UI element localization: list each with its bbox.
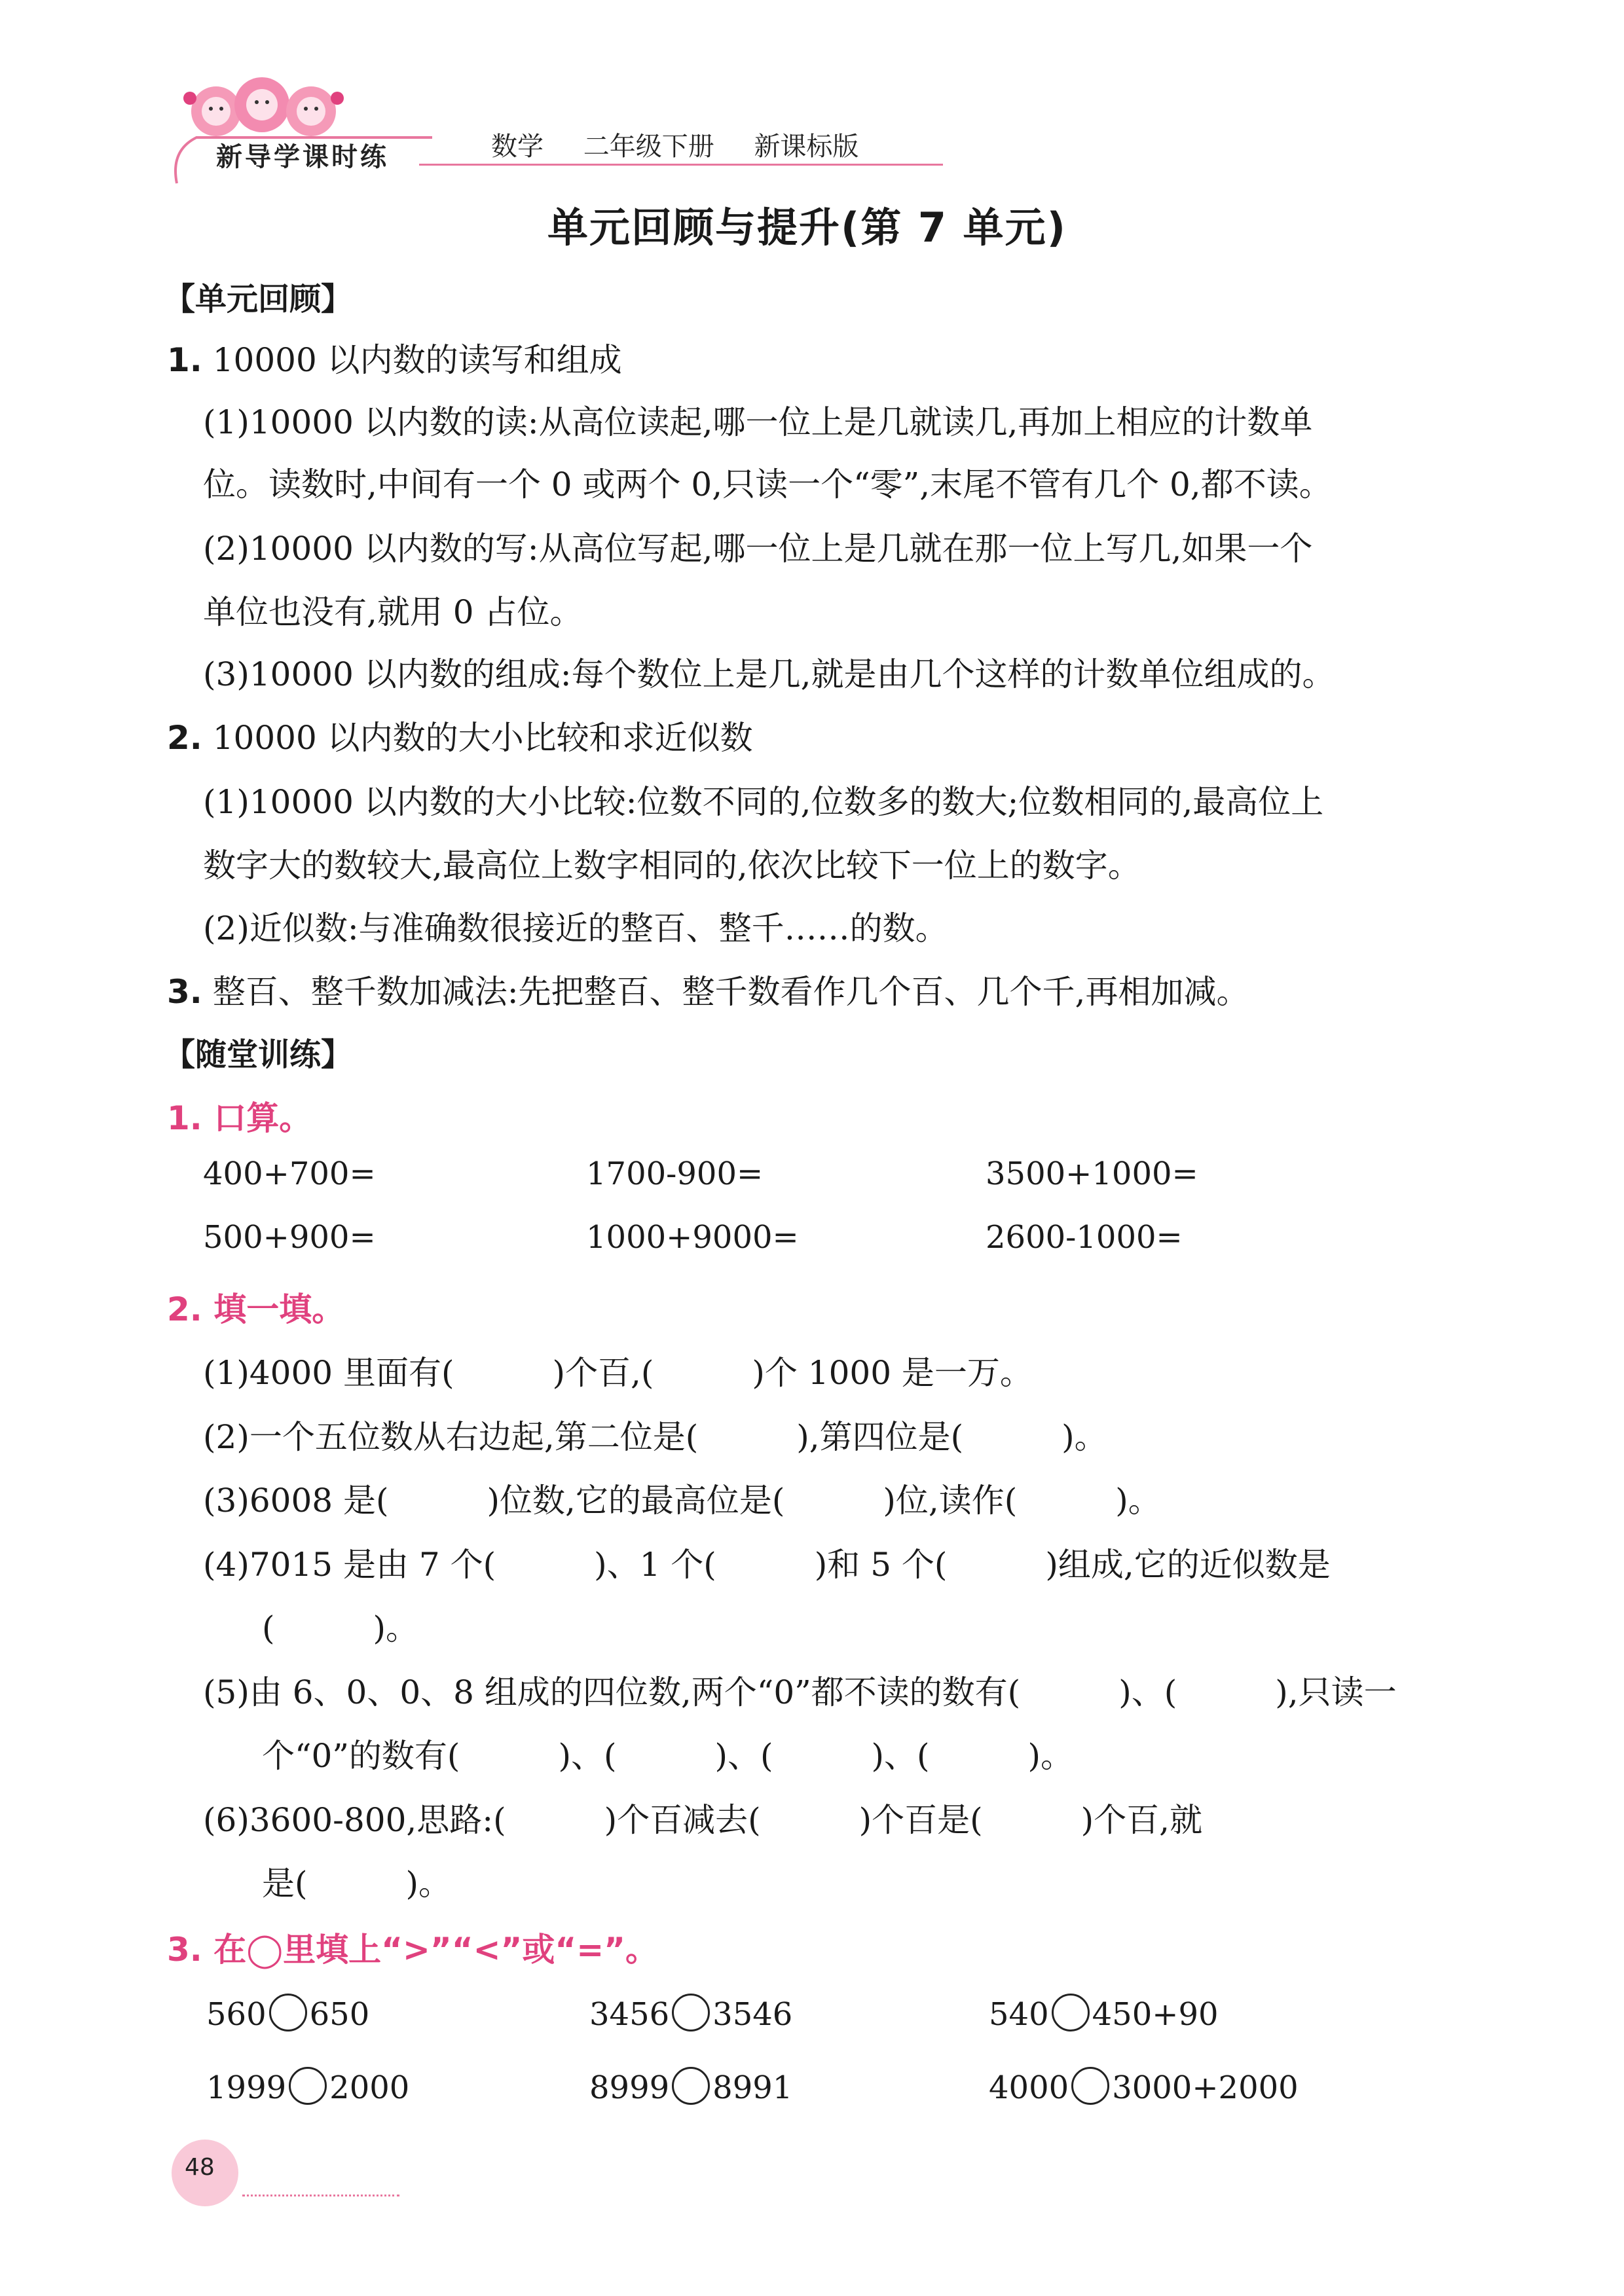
review-item-2-line: (1)10000 以内数的大小比较:位数不同的,位数多的数大;位数相同的,最高位上 [203,783,1324,821]
q2-title: 2. 填一填。 [167,1290,345,1328]
compare-item: 3456 3546 [589,1994,792,2033]
review-item-1-line: (3)10000 以内数的组成:每个数位上是几,就是由几个这样的计数单位组成的。 [203,655,1335,693]
calc-item: 1700-900= [586,1156,764,1192]
q2-line: (1)4000 里面有( )个百,( )个 1000 是一万。 [203,1354,1033,1392]
header-meta [491,126,890,163]
q2-line: 个“0”的数有( )、( )、( )、( )。 [262,1737,1073,1775]
q2-line: 是( )。 [262,1865,452,1903]
review-item-3-title: 整百、整千数加减法:先把整百、整千数看作几个百、几个千,再相加减。 [212,973,1249,1011]
q2-line: (4)7015 是由 7 个( )、1 个( )和 5 个( )组成,它的近似数是 [203,1546,1331,1584]
q2-line: ( )。 [262,1609,419,1647]
brand-logo-text: 新导学课时练 [216,142,389,172]
q2-line: (3)6008 是( )位数,它的最高位是( )位,读作( )。 [203,1482,1161,1520]
compare-circle[interactable] [289,2067,327,2105]
header-subject: 数学 [491,132,544,162]
q2-line: (2)一个五位数从右边起,第二位是( ),第四位是( )。 [203,1418,1107,1456]
compare-item: 1999 2000 [206,2067,409,2106]
header-grade: 二年级下册 [583,132,714,162]
q2-line: (5)由 6、0、0、8 组成的四位数,两个“0”都不读的数有( )、( ),只读一 [203,1673,1397,1711]
q2-line: (6)3600-800,思路:( )个百减去( )个百是( )个百,就 [203,1801,1203,1839]
calc-item: 2600-1000= [986,1219,1183,1256]
compare-circle[interactable] [1071,2067,1109,2105]
review-item-1-line: (1)10000 以内数的读:从高位读起,哪一位上是几就读几,再加上相应的计数单 [203,403,1313,441]
compare-circle[interactable] [672,2067,710,2105]
practice-heading: 【随堂训练】 [164,1036,353,1073]
review-item-2 [167,712,753,759]
review-heading: 【单元回顾】 [164,281,353,318]
review-item-1-num: 1. [167,341,202,379]
compare-circle[interactable] [269,1994,307,2032]
review-item-2-title: 10000 以内数的大小比较和求近似数 [212,719,753,757]
q3-title: 3. 在◯里填上“>”“<”或“=”。 [167,1931,658,1969]
calc-item: 3500+1000= [986,1156,1198,1192]
review-item-2-line: (2)近似数:与准确数很接近的整百、整千……的数。 [203,909,948,947]
header-divider [419,164,943,166]
compare-item: 540 450+90 [989,1994,1219,2033]
calc-item: 500+900= [203,1219,376,1256]
review-item-1-line: 单位也没有,就用 0 占位。 [203,593,583,631]
calc-item: 1000+9000= [586,1219,799,1256]
page-number: 48 [185,2154,215,2181]
compare-circle[interactable] [1052,1994,1090,2032]
compare-circle[interactable] [672,1994,710,2032]
header-edition: 新课标版 [754,132,859,162]
calc-item: 400+700= [203,1156,376,1192]
footer-dotted-line [242,2195,399,2196]
review-item-2-line: 数字大的数较大,最高位上数字相同的,依次比较下一位上的数字。 [203,847,1141,884]
review-item-3 [167,966,1249,1013]
review-item-1-line: 位。读数时,中间有一个 0 或两个 0,只读一个“零”,末尾不管有几个 0,都不读。 [203,465,1332,503]
review-item-1-title: 10000 以内数的读写和组成 [212,341,622,379]
review-item-3-num: 3. [167,973,202,1011]
page-title: 单元回顾与提升(第 7 单元) [547,204,1067,251]
compare-item: 8999 8991 [589,2067,792,2106]
compare-item: 560 650 [206,1994,369,2033]
review-item-1-line: (2)10000 以内数的写:从高位写起,哪一位上是几就在那一位上写几,如果一个 [203,530,1313,568]
compare-item: 4000 3000+2000 [989,2067,1299,2106]
q1-title: 1. 口算。 [167,1099,312,1137]
review-item-1 [167,334,622,381]
review-item-2-num: 2. [167,719,202,757]
